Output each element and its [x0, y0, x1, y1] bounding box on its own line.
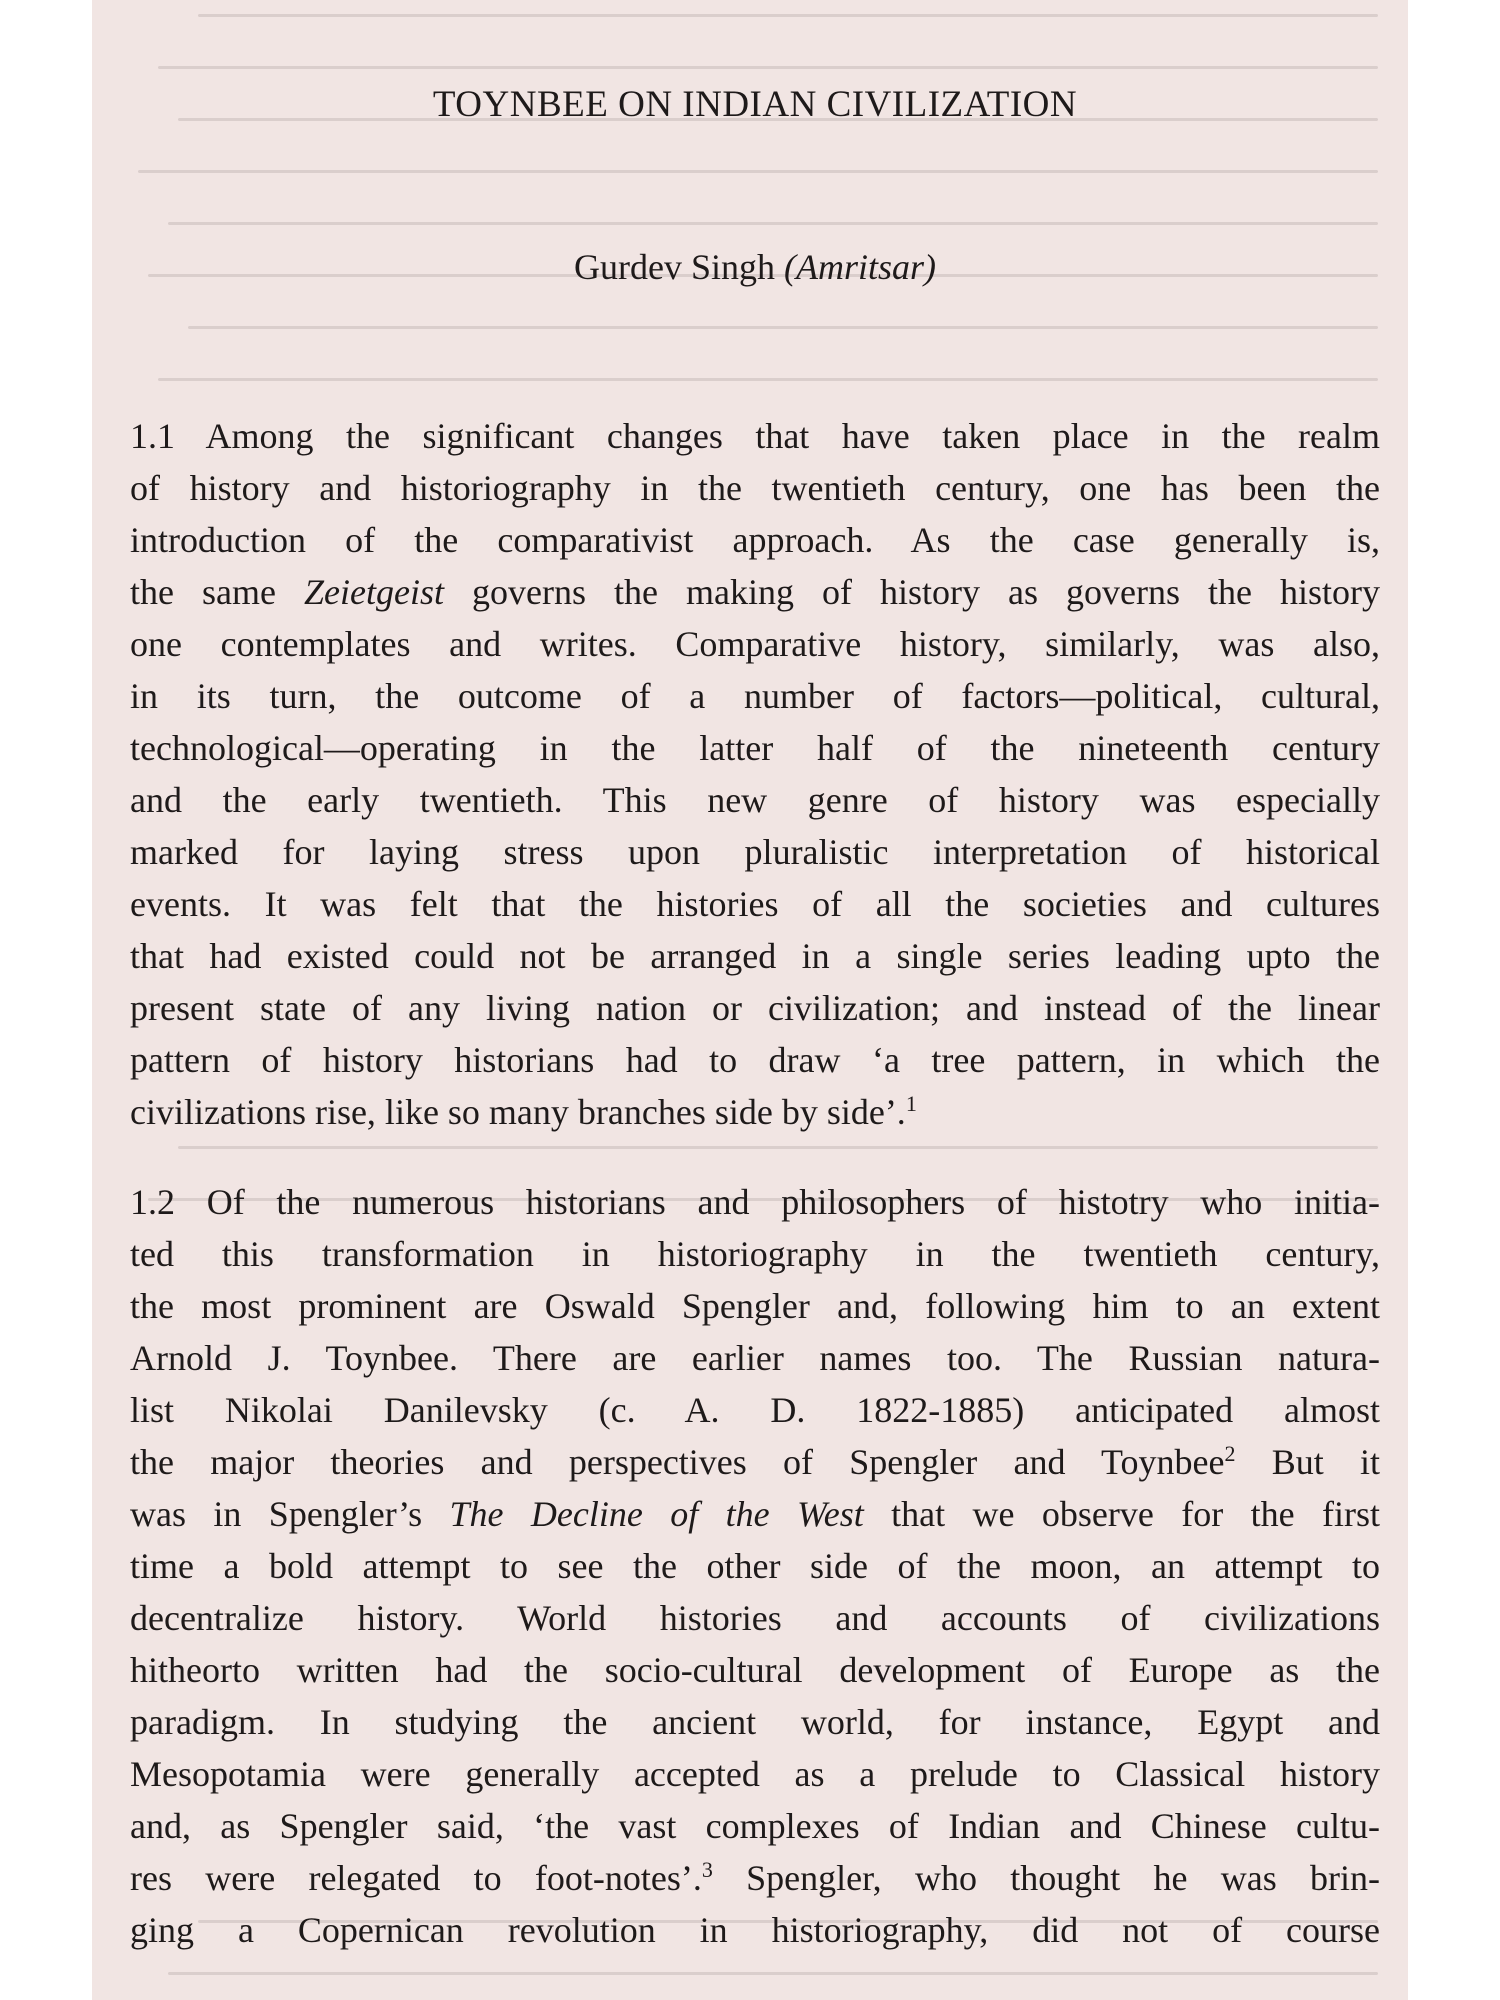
- text-line: 1.1 Among the significant changes that have taken place in the realm: [130, 416, 1380, 456]
- text-line: one contemplates and writes. Comparative history, similarly, was also,: [130, 624, 1380, 664]
- text-line: of history and historiography in the twentieth century, one has been the: [130, 468, 1380, 508]
- text-line: hitheorto written had the socio-cultural development of Europe as the: [130, 1650, 1380, 1690]
- text-run: the same: [130, 572, 304, 612]
- text-line: ging a Copernican revolution in historiography, did not of course: [130, 1910, 1380, 1950]
- text-line: [130, 1436, 1380, 1488]
- text-run: the major theories and perspectives of Spengler and Toynbee: [130, 1442, 1225, 1482]
- book-title: The Decline of the West: [449, 1494, 864, 1534]
- text-run: res were relegated to foot-notes’.: [130, 1858, 702, 1898]
- text-run: civilizations rise, like so many branches side by side’.: [130, 1092, 906, 1132]
- text-line: 1.2 Of the numerous historians and philosophers of histotry who initia-: [130, 1182, 1380, 1222]
- text-run: But it: [1235, 1442, 1380, 1482]
- text-line: present state of any living nation or civilization; and instead of the linear: [130, 988, 1380, 1028]
- text-run: governs the making of history as governs the history: [443, 572, 1380, 612]
- footnote-marker-2: 2: [1224, 1441, 1236, 1466]
- author-location: (Amritsar): [784, 247, 936, 287]
- article-title: TOYNBEE ON INDIAN CIVILIZATION: [432, 84, 1078, 125]
- text-run: was in Spengler’s: [130, 1494, 450, 1534]
- document-page: [92, 0, 1408, 2000]
- text-line: in its turn, the outcome of a number of factors—political, cultural,: [130, 676, 1380, 716]
- text-run: that we observe for the first: [863, 1494, 1380, 1534]
- footnote-marker-1: 1: [905, 1091, 917, 1116]
- text-line: the most prominent are Oswald Spengler and, following him to an extent: [130, 1286, 1380, 1326]
- text-line: and, as Spengler said, ‘the vast complexes of Indian and Chinese cultu-: [130, 1806, 1380, 1846]
- article-byline: [130, 246, 1380, 288]
- text-line: that had existed could not be arranged in a single series leading upto the: [130, 936, 1380, 976]
- text-run: Spengler, who thought he was brin-: [712, 1858, 1380, 1898]
- italic-term: Zeietgeist: [303, 572, 444, 612]
- footnote-marker-3: 3: [701, 1857, 713, 1882]
- text-line: paradigm. In studying the ancient world, for instance, Egypt and: [130, 1702, 1380, 1742]
- text-line: events. It was felt that the histories of all the societies and cultures: [130, 884, 1380, 924]
- text-line: technological—operating in the latter half of the nineteenth century: [130, 728, 1380, 768]
- text-line: [130, 1086, 1380, 1138]
- text-line: marked for laying stress upon pluralistic interpretation of historical: [130, 832, 1380, 872]
- text-line: pattern of history historians had to draw ‘a tree pattern, in which the: [130, 1040, 1380, 1080]
- text-line: and the early twentieth. This new genre of history was especially: [130, 780, 1380, 820]
- paragraph-1-1: [130, 410, 1380, 1138]
- text-line: time a bold attempt to see the other side of the moon, an attempt to: [130, 1546, 1380, 1586]
- author-name: Gurdev Singh: [574, 247, 775, 287]
- text-line: introduction of the comparativist approach. As the case generally is,: [130, 520, 1380, 560]
- text-line: [130, 566, 1380, 618]
- text-line: ted this transformation in historiography in the twentieth century,: [130, 1234, 1380, 1274]
- text-line: [130, 1488, 1380, 1540]
- text-line: decentralize history. World histories and accounts of civilizations: [130, 1598, 1380, 1638]
- text-line: Mesopotamia were generally accepted as a prelude to Classical history: [130, 1754, 1380, 1794]
- paragraph-1-2: [130, 1176, 1380, 1956]
- text-line: [130, 1852, 1380, 1904]
- text-line: list Nikolai Danilevsky (c. A. D. 1822-1885) anticipated almost: [130, 1390, 1380, 1430]
- text-line: Arnold J. Toynbee. There are earlier names too. The Russian natura-: [130, 1338, 1380, 1378]
